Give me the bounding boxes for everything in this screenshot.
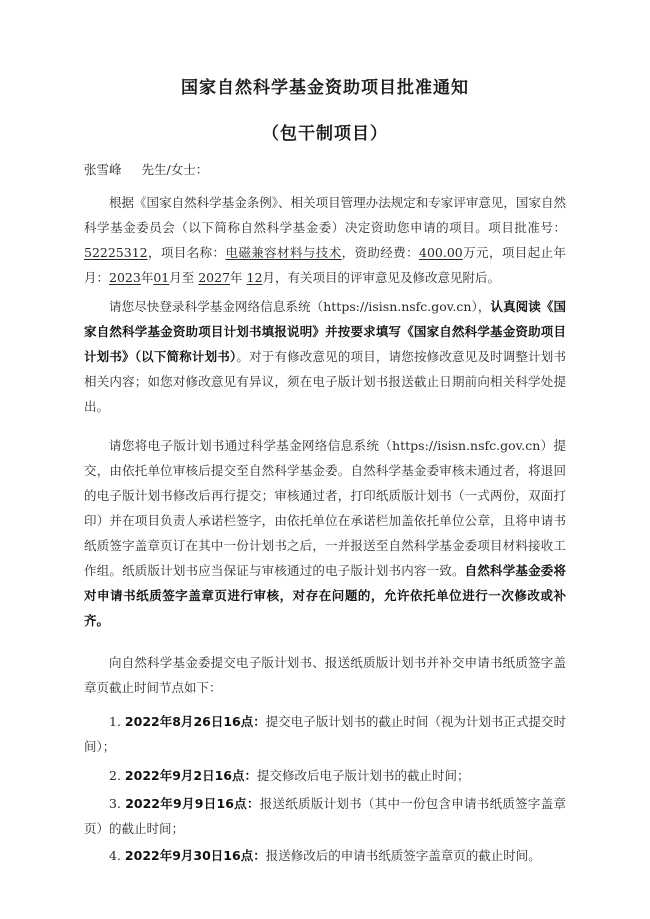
- item-colon: ：: [253, 714, 266, 729]
- item-number: 2.: [109, 768, 121, 783]
- funding-amount: 400.00: [419, 245, 463, 260]
- item-colon: ：: [253, 848, 266, 863]
- deadline-item: [84, 709, 566, 759]
- deadline-text: 提交电子版计划书的截止时间（视为计划书正式提交时间）；: [84, 714, 566, 754]
- paragraph-approval: [84, 190, 566, 290]
- paragraph-login: [84, 294, 566, 419]
- document-subtitle: （包干制项目）: [262, 124, 388, 144]
- document-title: 国家自然科学基金资助项目批准通知: [181, 78, 469, 98]
- item-colon: ：: [244, 768, 258, 783]
- item-number: 3.: [109, 796, 121, 811]
- text-run: ，项目名称：: [147, 245, 226, 260]
- deadline-text: 报送修改后的申请书纸质签字盖章页的截止时间。: [265, 848, 541, 863]
- deadline-text: 报送纸质版计划书（其中一份包含申请书纸质签字盖章页）的截止时间；: [84, 796, 566, 836]
- deadline-date: 2022年9月9日16点: [125, 796, 247, 811]
- text-run: 请您将电子版计划书通过科学基金网络信息系统（https://isisn.nsfc.gov.cn）提交，由依托单位审核后提交至自然科学基金委。自然科学基金委审核未通过者，将退回的电子版计划书修改后再行提交；审核通过者，打印纸质版计划书（一式两份，双面打印）并在项目负责人承诺栏签字，由依托单位在承诺栏加盖依托单位公章，且将申请书纸质签字盖章页订在其中一份计划书之后，一并报送至自然科学基金委项目材料接收工作组。纸质版计划书应当保证与审核通过的电子版计划书内容一致。: [84, 438, 566, 578]
- item-number: 1.: [109, 714, 121, 729]
- end-month: 12: [246, 270, 263, 285]
- text-run: ，资助经费：: [341, 245, 419, 260]
- text-run: 年: [140, 270, 154, 285]
- text-run: 月，有关项目的评审意见及修改意见附后。: [262, 270, 500, 285]
- text-run: 年: [230, 270, 247, 285]
- text-run: 向自然科学基金委提交电子版计划书、报送纸质版计划书并补交申请书纸质签字盖章页截止时间节点如下：: [84, 655, 566, 695]
- grant-number: 52225312: [84, 245, 148, 260]
- deadline-text: 提交修改后电子版计划书的截止时间；: [257, 768, 470, 783]
- text-run: 根据《国家自然科学基金条例》、相关项目管理办法规定和专家评审意见，国家自然科学基金委员会（以下简称自然科学基金委）决定资助您申请的项目。项目批准号：: [84, 195, 566, 235]
- start-month: 01: [153, 270, 170, 285]
- recipient-name: 张雪峰: [84, 162, 122, 177]
- end-year: 2027: [198, 270, 231, 285]
- salutation: [84, 160, 208, 178]
- deadline-date: 2022年8月26日16点: [124, 714, 254, 729]
- bold-instruction: 认真阅读《国家自然科学基金资助项目计划书填报说明》并按要求填写《国家自然科学基金资助项目计划书》（以下简称计划书）: [84, 299, 566, 364]
- paragraph-submission: [84, 433, 566, 633]
- text-run: 请您尽快登录科学基金网络信息系统（https://isisn.nsfc.gov.cn），: [109, 299, 491, 314]
- paragraph-deadlines-intro: [84, 650, 566, 700]
- deadline-item: [84, 791, 566, 841]
- text-run: 。对于有修改意见的项目，请您按修改意见及时调整计划书相关内容；如您对修改意见有异议，须在电子版计划书报送截止日期前向相关科学处提出。: [84, 349, 566, 414]
- text-run: 月至: [169, 270, 199, 285]
- deadline-item: [84, 763, 566, 788]
- text-run: 万元，项目起止年月：: [84, 245, 566, 285]
- item-colon: ：: [246, 796, 260, 811]
- salutation-suffix: 先生/女士：: [141, 162, 209, 177]
- deadline-item: [84, 843, 566, 868]
- start-year: 2023: [109, 270, 141, 285]
- deadline-date: 2022年9月30日16点: [124, 848, 254, 863]
- bold-review-note: 自然科学基金委将对申请书纸质签字盖章页进行审核，对存在问题的，允许依托单位进行一次修改或补齐。: [84, 563, 566, 628]
- deadline-date: 2022年9月2日16点: [124, 768, 245, 783]
- item-number: 4.: [109, 848, 121, 863]
- project-name: 电磁兼容材料与技术: [225, 245, 342, 260]
